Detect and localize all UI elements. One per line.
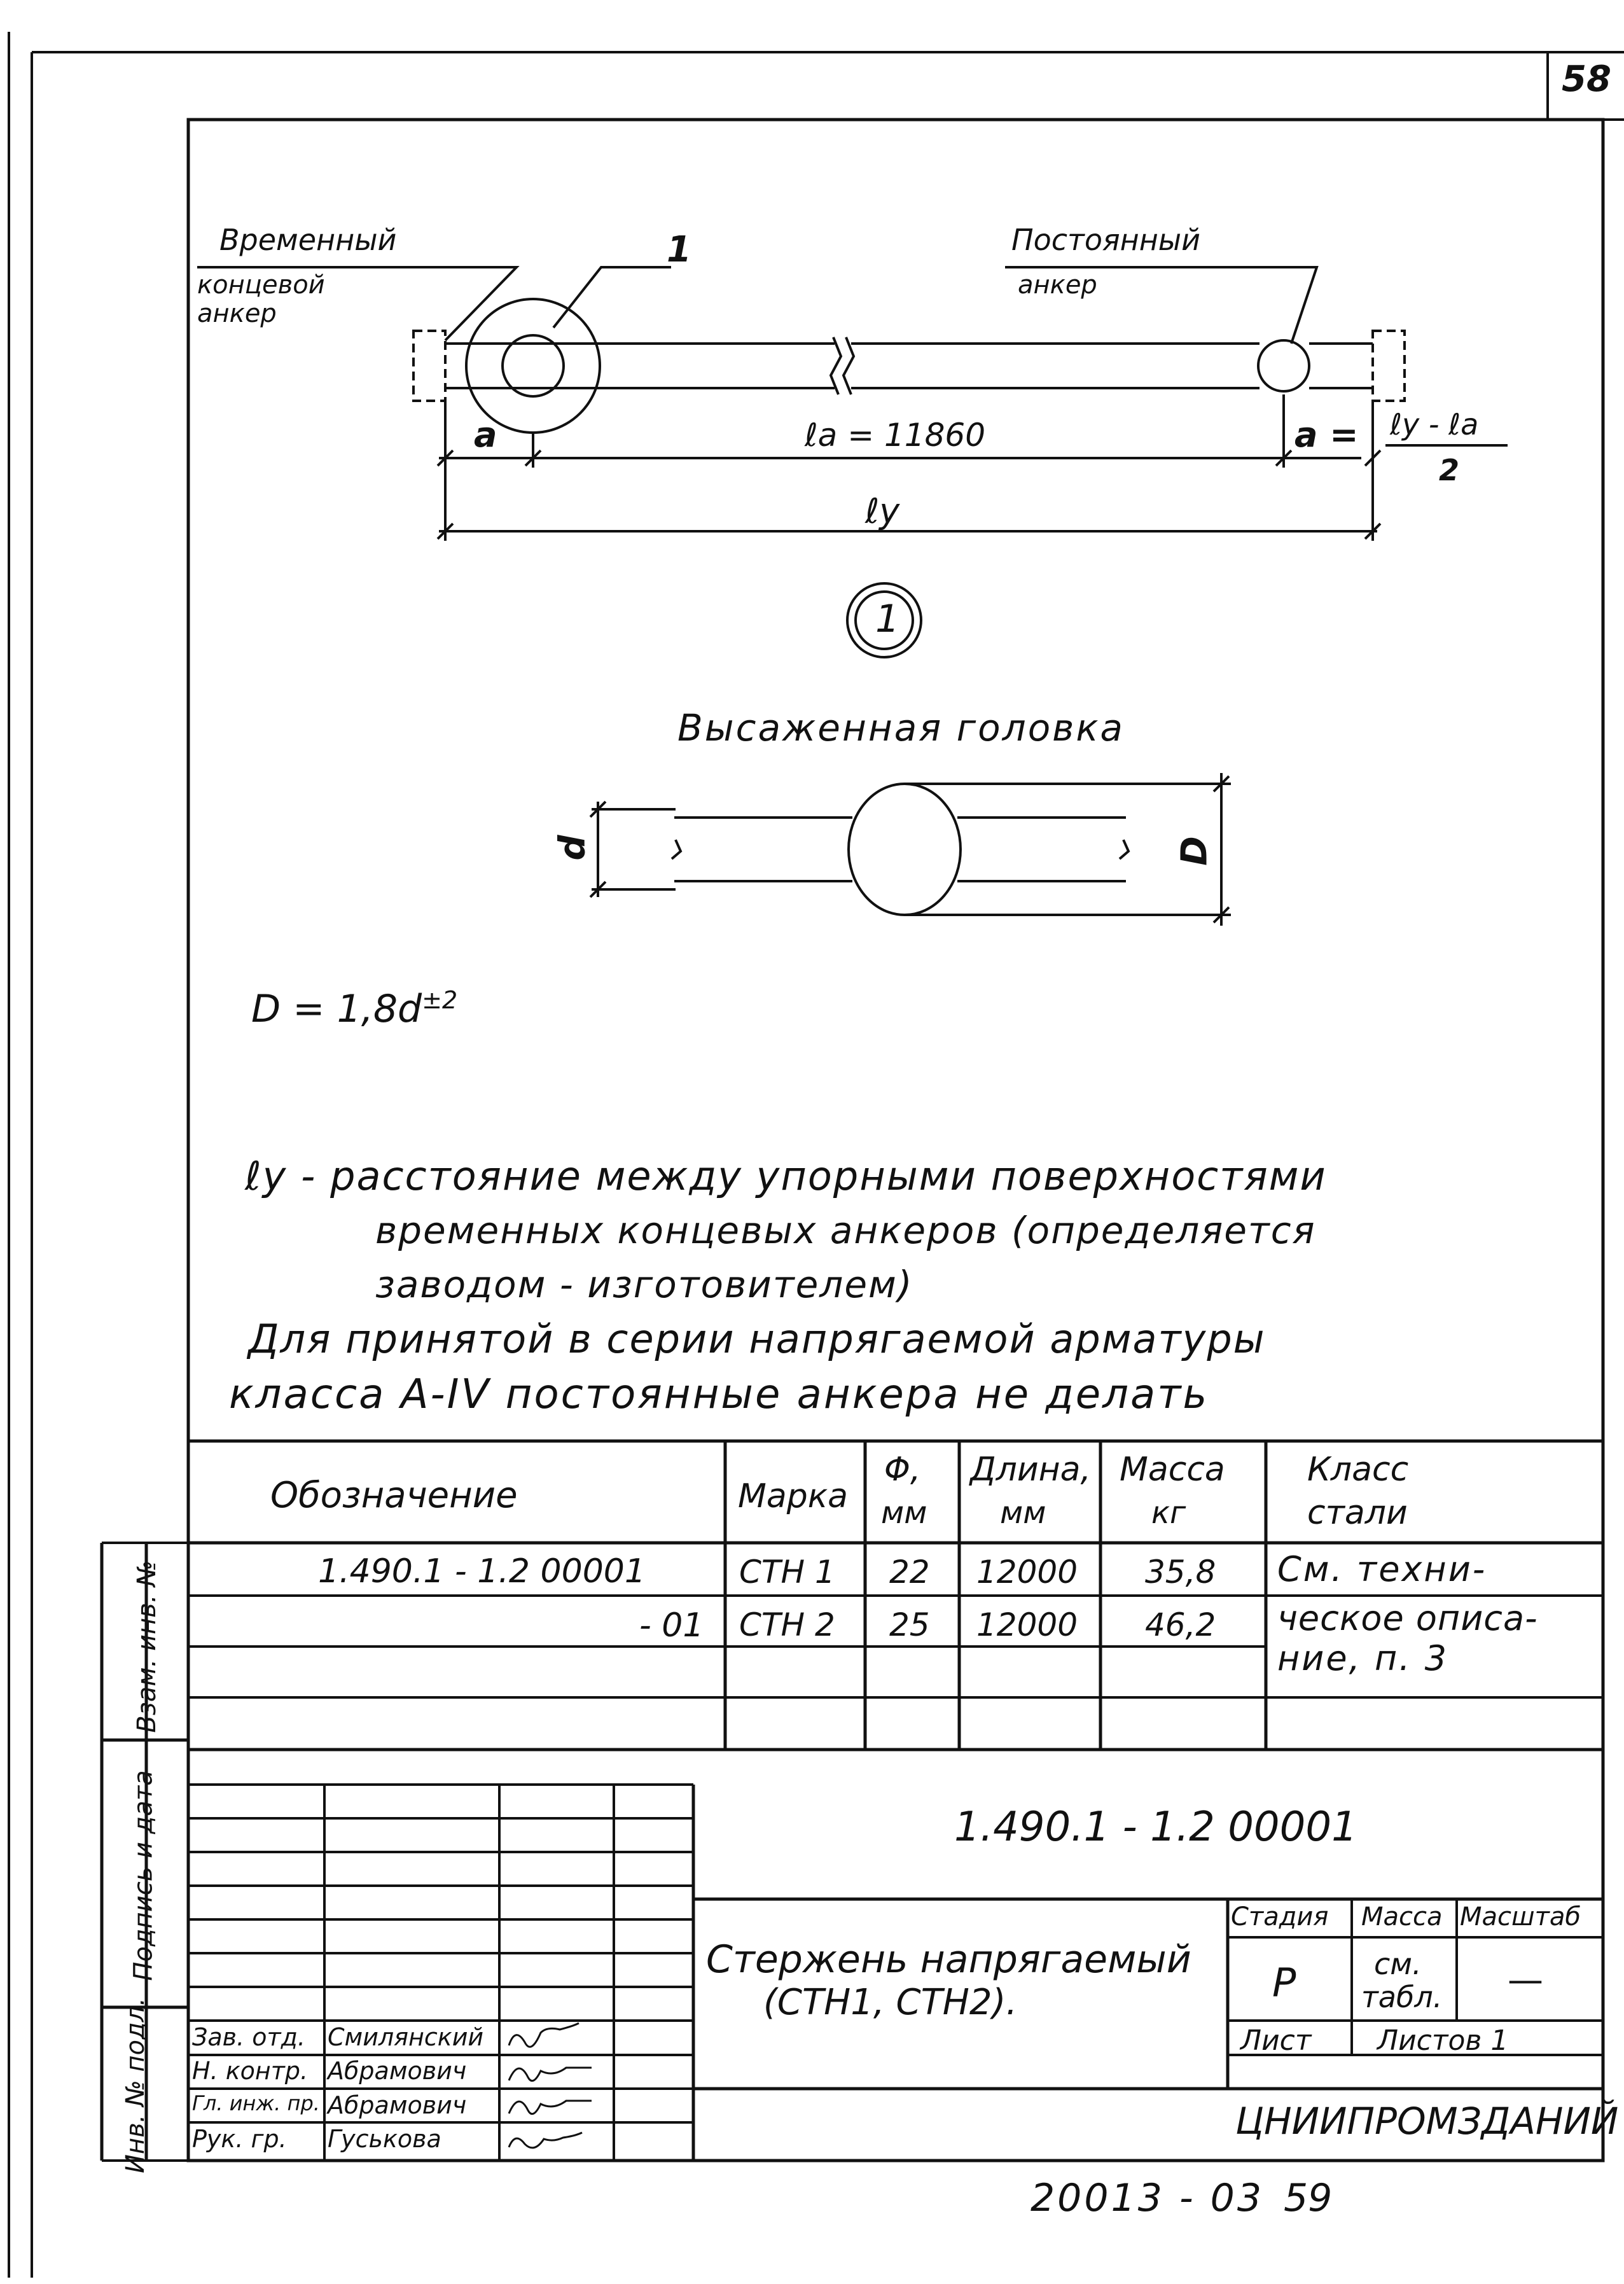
row1-designation: 1.490.1 - 1.2 00001	[318, 1552, 646, 1591]
stamp-signature-date: Подпись и дата	[128, 1770, 158, 1981]
row2-phi: 25	[889, 1606, 930, 1643]
doc-name-2: (СТН1, СТН2).	[763, 1982, 1018, 2023]
dim-a-right: a =	[1294, 415, 1359, 455]
row2-length: 12000	[976, 1606, 1078, 1643]
signer-role-4: Рук. гр.	[192, 2125, 287, 2153]
steel-note-2: ческое описа-	[1277, 1598, 1538, 1638]
detail-marker: 1	[875, 597, 900, 641]
hdr-length-unit: мм	[1000, 1495, 1046, 1531]
row1-length: 12000	[976, 1554, 1078, 1591]
perm-anchor-label-2: анкер	[1018, 270, 1097, 300]
sheets-header: Листов 1	[1377, 2024, 1509, 2057]
note-line-1: ℓy - расстояние между упорными поверхностями	[245, 1153, 1327, 1199]
note-line-5: класса А-IV постоянные анкера не делать	[229, 1371, 1209, 1418]
signer-name-2: Абрамович	[328, 2057, 467, 2085]
note-line-4: Для принятой в серии напрягаемой арматуры	[248, 1316, 1266, 1362]
row2-designation: - 01	[639, 1606, 704, 1645]
signature-4	[509, 2133, 582, 2148]
dim-ly: ℓy	[865, 491, 900, 531]
stage-header: Стадия	[1231, 1902, 1329, 1932]
doc-name-1: Стержень напрягаемый	[706, 1937, 1191, 1982]
dim-frac-den: 2	[1439, 453, 1460, 487]
signer-role-1: Зав. отд.	[192, 2023, 305, 2051]
hdr-steel-2: стали	[1307, 1494, 1408, 1532]
temp-anchor-label-2: концевой	[197, 270, 325, 300]
mass-value-1: см.	[1374, 1947, 1422, 1981]
scale-value: —	[1508, 1960, 1543, 2001]
row1-mark: СТН 1	[739, 1554, 835, 1591]
detail-D: D	[1174, 836, 1216, 866]
row1-mass: 35,8	[1145, 1554, 1216, 1591]
hdr-length: Длина,	[970, 1451, 1092, 1489]
callout-1: 1	[667, 229, 691, 270]
detail-title: Высаженная головка	[677, 706, 1125, 749]
dim-la: ℓa = 11860	[805, 417, 986, 454]
signer-name-1: Смилянский	[328, 2023, 484, 2051]
footer-page: 59	[1284, 2176, 1333, 2220]
hdr-mass-unit: кг	[1151, 1495, 1186, 1531]
doc-code: 1.490.1 - 1.2 00001	[954, 1804, 1357, 1851]
signature-1	[509, 2023, 579, 2047]
hdr-mark: Марка	[738, 1477, 849, 1515]
note-line-2: временных концевых анкеров (определяется	[375, 1209, 1316, 1252]
page-number: 58	[1562, 59, 1611, 100]
scale-header: Масштаб	[1460, 1902, 1581, 1932]
signer-name-3: Абрамович	[328, 2091, 467, 2119]
footer-code: 20013 - 03	[1031, 2176, 1265, 2220]
steel-note-3: ние, п. 3	[1277, 1638, 1448, 1678]
hdr-designation: Обозначение	[270, 1475, 518, 1516]
temp-anchor-label-1: Временный	[219, 223, 397, 257]
dim-frac-num: ℓy - ℓa	[1390, 407, 1479, 442]
formula-main: D = 1,8d	[251, 987, 422, 1031]
signer-role-2: Н. контр.	[192, 2057, 309, 2085]
mass-header: Масса	[1361, 1902, 1443, 1932]
temp-anchor-label-3: анкер	[197, 299, 277, 328]
signature-3	[509, 2101, 592, 2114]
row1-phi: 22	[889, 1554, 930, 1591]
signature-2	[509, 2068, 592, 2081]
organization: ЦНИИПРОМЗДАНИЙ	[1235, 2099, 1619, 2143]
hdr-phi-unit: мм	[881, 1495, 927, 1531]
row2-mark: СТН 2	[739, 1606, 835, 1643]
signer-name-4: Гуськова	[328, 2125, 441, 2153]
hdr-phi: Φ,	[884, 1451, 921, 1489]
stamp-replaced-inv: Взам. инв. №	[132, 1560, 162, 1733]
stamp-inv-orig: Инв. № подл.	[120, 1998, 150, 2173]
perm-anchor-label-1: Постоянный	[1011, 223, 1201, 257]
row2-mass: 46,2	[1145, 1606, 1216, 1643]
dim-a-left: a	[474, 415, 497, 455]
note-line-3: заводом - изготовителем)	[375, 1263, 913, 1306]
sheet-header: Лист	[1240, 2024, 1312, 2057]
hdr-mass: Масса	[1120, 1451, 1225, 1489]
detail-d: d	[552, 835, 593, 861]
hdr-steel: Класс	[1307, 1451, 1409, 1489]
formula-sup: ±2	[422, 986, 458, 1014]
mass-value-2: табл.	[1361, 1980, 1443, 2014]
signer-role-3: Гл. инж. пр.	[192, 2091, 320, 2115]
stage-value: Р	[1272, 1960, 1296, 2006]
steel-note-1: См. техни-	[1277, 1549, 1487, 1589]
